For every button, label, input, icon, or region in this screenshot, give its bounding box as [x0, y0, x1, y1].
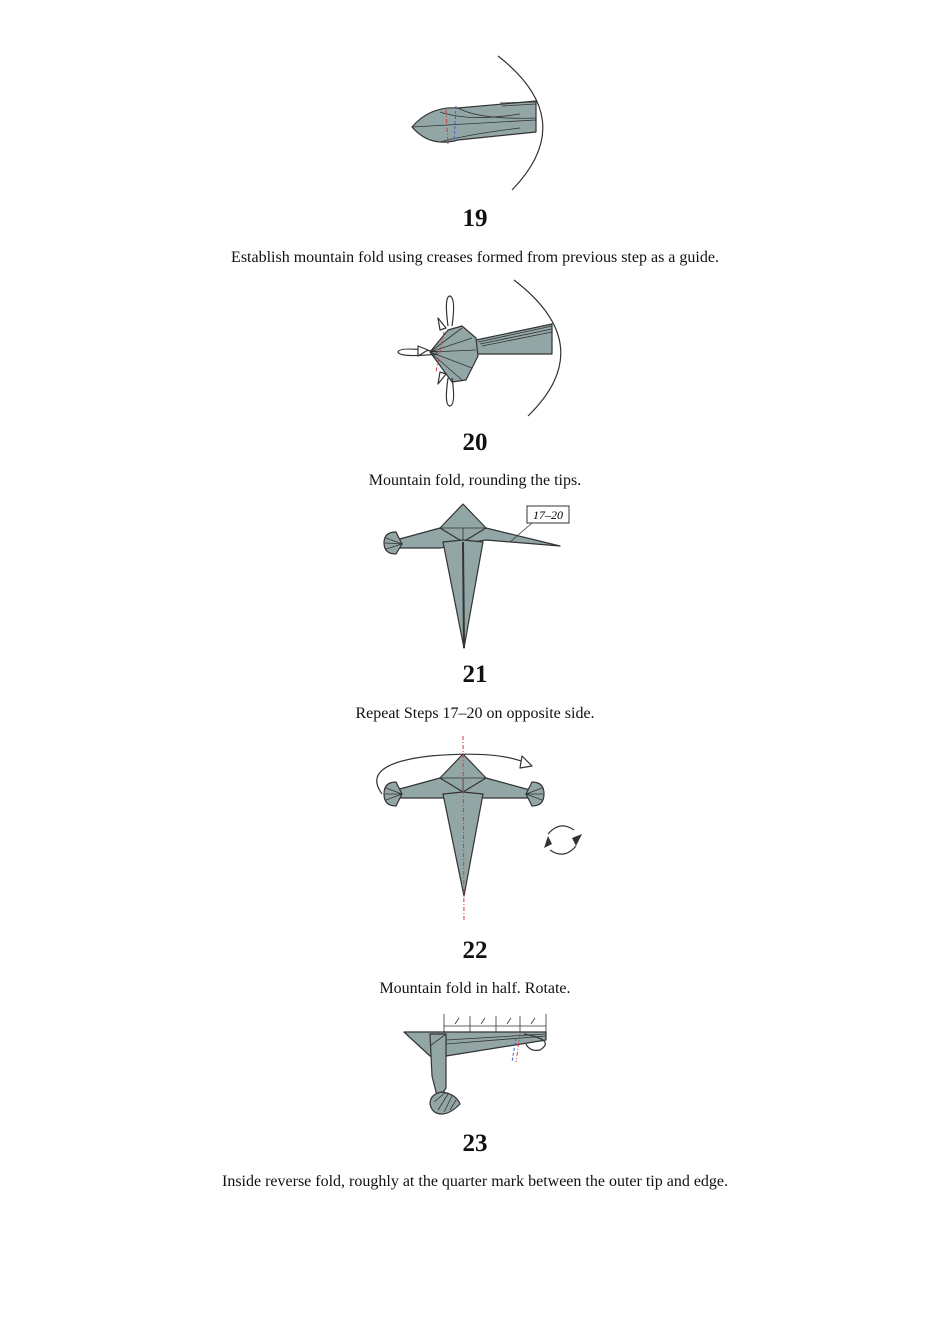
reference-label: 17–20 [533, 508, 563, 522]
step-caption: Inside reverse fold, roughly at the quarter mark between the outer tip and edge. [221, 1173, 729, 1190]
step-caption: Mountain fold in half. Rotate. [379, 980, 571, 997]
step-caption: Repeat Steps 17–20 on opposite side. [355, 705, 595, 722]
step-number: 20 [462, 429, 488, 456]
step-number: 19 [462, 205, 488, 232]
step-number: 23 [462, 1130, 488, 1157]
step-number: 22 [462, 937, 488, 964]
step-caption: Mountain fold, rounding the tips. [368, 472, 582, 489]
step-caption: Establish mountain fold using creases formed from previous step as a guide. [231, 249, 719, 266]
step-number: 21 [462, 661, 488, 688]
